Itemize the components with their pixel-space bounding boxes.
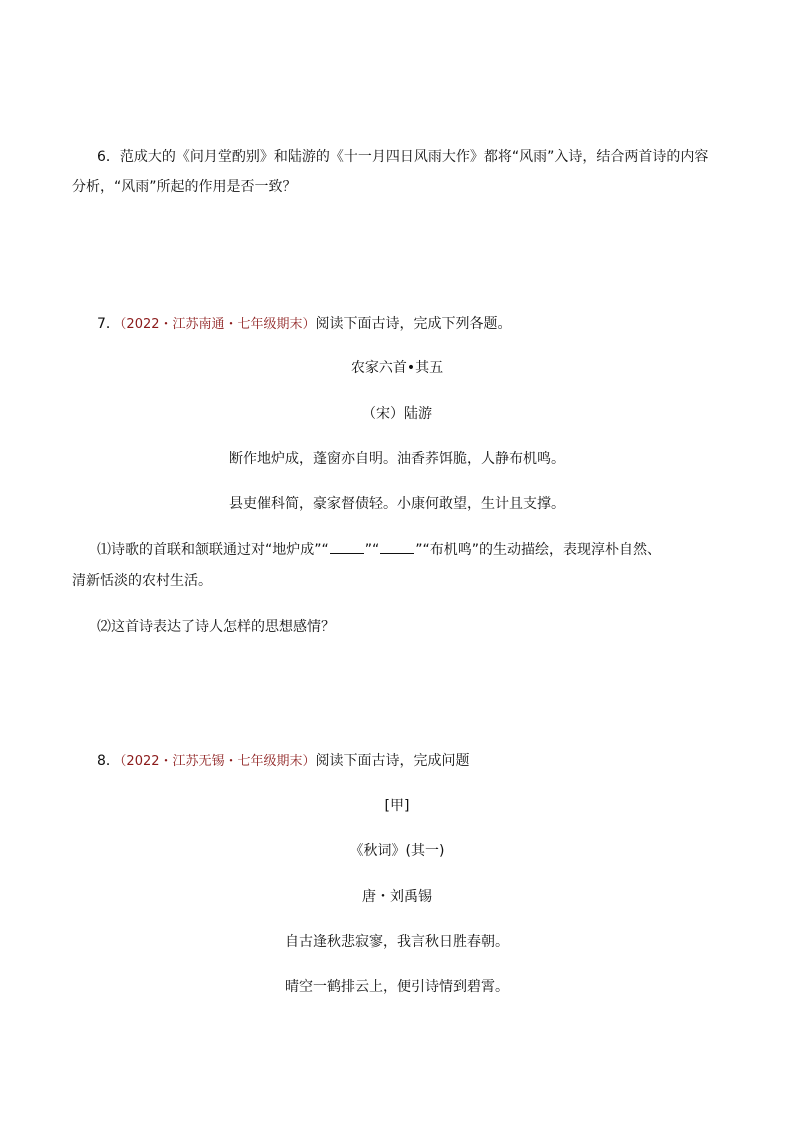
q7-header	[97, 315, 512, 334]
answer-blank-1	[330, 541, 364, 554]
q7-poem-author: （宋）陆游	[362, 406, 432, 422]
q7-sub2: ⑵这首诗表达了诗人怎样的思想感情？	[97, 619, 335, 635]
q8-header	[97, 752, 470, 771]
q7-instruction: 阅读下面古诗，完成下列各题。	[315, 316, 512, 332]
q8-poem-title: 《秋词》(其一)	[349, 843, 445, 859]
q7-poem-line2: 县吏催科简，豪家督债轻。小康何敢望，生计且支撑。	[229, 496, 565, 512]
q7-sub1-line1	[97, 541, 661, 559]
q6-line2: 分析，“风雨”所起的作用是否一致？	[72, 179, 297, 195]
q7-sub1-part-a: ⑴诗歌的首联和颔联通过对“地炉成”“	[97, 542, 329, 558]
q7-sub1-line2: 清新恬淡的农村生活。	[72, 573, 212, 589]
q8-source: （2022・江苏无锡・七年级期末）	[119, 754, 316, 769]
q6-line1: 6．范成大的《问月堂酌别》和陆游的《十一月四日风雨大作》都将“风雨”入诗，结合两首诗的内容	[97, 149, 709, 165]
q7-poem-title: 农家六首•其五	[350, 360, 444, 376]
q8-label: [甲]	[384, 798, 410, 814]
q7-source: （2022・江苏南通・七年级期末）	[119, 317, 316, 332]
q7-poem-line1: 断作地炉成，蓬窗亦自明。油香荞饵脆，人静布机鸣。	[229, 451, 565, 467]
q8-number: 8．	[97, 753, 120, 769]
q8-poem-line2: 晴空一鹤排云上，便引诗情到碧霄。	[285, 979, 509, 995]
q7-number: 7．	[97, 316, 120, 332]
q7-sub1-part-b: ”“	[364, 542, 380, 558]
q8-instruction: 阅读下面古诗，完成问题	[315, 753, 470, 769]
q8-poem-line1: 自古逢秋悲寂寥，我言秋日胜春朝。	[285, 934, 509, 950]
q8-poem-author: 唐・刘禹锡	[362, 889, 432, 905]
answer-blank-2	[380, 541, 414, 554]
q7-sub1-part-c: ”“布机鸣”的生动描绘，表现淳朴自然、	[415, 542, 662, 558]
